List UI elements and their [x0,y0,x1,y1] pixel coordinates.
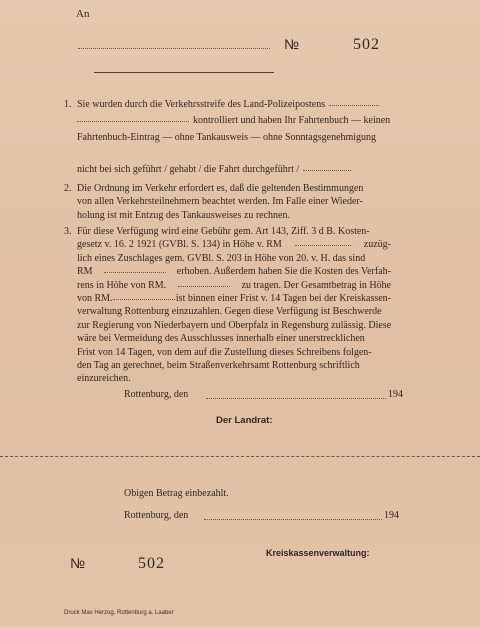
item-1-line: Sie wurden durch die Verkehrsstreife des Land-Polizeipostens [77,98,391,111]
kreiskasse-label: Kreiskassenverwaltung: [266,548,370,558]
item-1 [64,98,391,177]
item-2-number: 2. [64,183,72,194]
procedure-cost-field[interactable] [178,279,230,287]
control-location-field[interactable] [77,114,189,122]
item-1-line: Fahrtenbuch-Eintrag — ohne Tankausweis — ohne Sonntagsgenehmigung [77,131,377,143]
item-1-line: nicht bei sich geführt / gehabt / die Fahrt durchgeführt / [77,163,391,176]
item-3-line: lich eines Zuschlages gem. GVBl. S. 203 in Höhe von 20. v. H. das sind [77,252,366,264]
tear-off-line [0,456,480,457]
item-3-line: verwaltung Rottenburg einzuzahlen. Gegen diese Verfügung ist Beschwerde [77,306,382,318]
item-1-line: kontrolliert und haben Ihr Fahrtenbuch — keinen [77,114,391,127]
surcharge-amount-field[interactable] [104,265,166,273]
signature-year: 194 [388,389,403,400]
receipt-number-sign: № [70,555,86,571]
item-1-number: 1. [64,99,72,110]
receipt-year: 194 [384,510,399,521]
receipt-number: 502 [138,555,165,572]
item-3-line: Frist von 14 Tagen, von dem auf die Zustellung dieses Schreibens folgen- [77,346,372,358]
an-label: An [76,8,90,20]
item-3-line: RM erhoben. Außerdem haben Sie die Kosten des Verfah- [77,266,391,278]
signature-date-field[interactable] [206,398,386,399]
item-2-line: Die Ordnung im Verkehr erfordert es, daß die geltenden Bestimmungen [77,183,364,194]
item-2-line: von allen Verkehrsteilnehmern beachtet werden. Im Falle einer Wieder- [77,196,363,208]
address-line-2[interactable] [94,72,274,73]
police-post-field[interactable] [329,98,379,106]
total-amount-field[interactable] [113,292,175,300]
item-3-line: zur Regierung von Niederbayern und Oberpfalz in Regensburg zulässig. Diese [77,319,392,331]
item-3 [64,225,392,386]
address-line-1[interactable] [78,48,270,49]
item-3-line: gesetz v. 16. 2 1921 (GVBl. S. 134) in Höhe v. RM zuzüg- [77,239,391,251]
landrat-label: Der Landrat: [216,415,273,426]
receipt-place-date: Rottenburg, den [124,510,189,521]
violation-field[interactable] [303,163,351,171]
item-3-line: rens in Höhe von RM. zu tragen. Der Gesamtbetrag in Höhe [77,279,391,291]
item-3-line: von RM. ist binnen einer Frist v. 14 Tagen bei der Kreiskassen- [77,293,391,305]
item-2 [64,182,391,222]
item-3-number: 3. [64,226,72,237]
receipt-date-field[interactable] [204,519,382,520]
item-3-line: Für diese Verfügung wird eine Gebühr gem. Art 143, Ziff. 3 d B. Kosten- [77,226,370,237]
fee-amount-field[interactable] [295,238,351,246]
item-2-line: holung ist mit Entzug des Tankausweises zu rechnen. [77,209,290,221]
signature-place-date: Rottenburg, den [124,389,189,400]
form-number: 502 [353,36,380,53]
item-3-line: einzureichen. [77,373,131,385]
printer-imprint: Druck Max Herzog, Rottenburg a. Laaber [64,610,174,616]
number-sign: № [284,36,300,52]
receipt-paid-label: Obigen Betrag einbezahlt. [124,488,229,499]
item-3-line: den Tag an gerechnet, beim Straßenverkehrsamt Rottenburg schriftlich [77,360,360,372]
item-3-line: wäre bei Vermeidung des Ausschlusses innerhalb einer unerstrecklichen [77,333,365,345]
